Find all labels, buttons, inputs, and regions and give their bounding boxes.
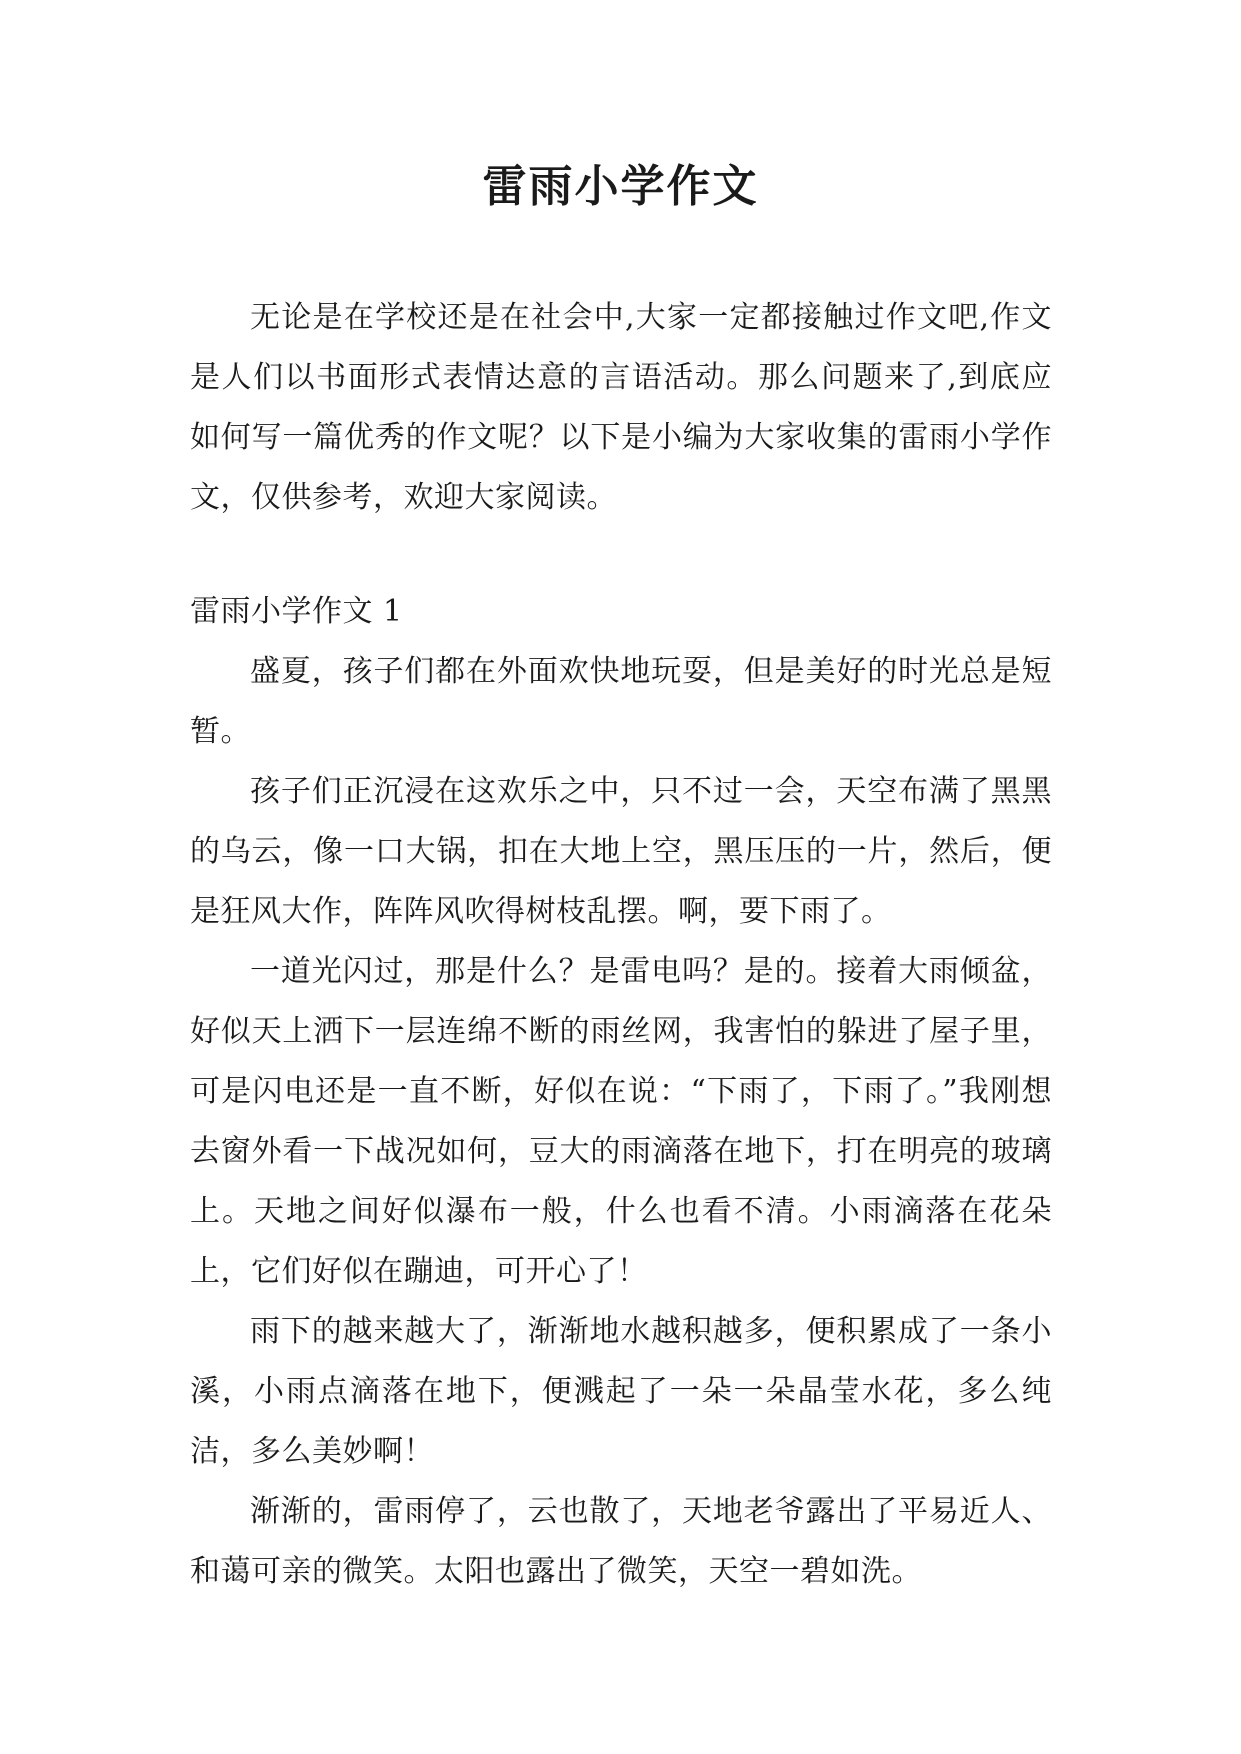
document-title: 雷雨小学作文	[482, 161, 759, 212]
body-paragraph: 盛夏，孩子们都在外面欢快地玩耍，但是美好的时光总是短暂。	[190, 654, 1052, 749]
document-body	[190, 288, 1052, 1602]
body-paragraph: 雨下的越来越大了，渐渐地水越积越多，便积累成了一条小溪，小雨点滴落在地下，便溅起了一朵一朵晶莹水花，多么纯洁，多么美妙啊！	[190, 1314, 1052, 1469]
intro-paragraph: 无论是在学校还是在社会中,大家一定都接触过作文吧,作文是人们以书面形式表情达意的言语活动。那么问题来了,到底应如何写一篇优秀的作文呢？以下是小编为大家收集的雷雨小学作文，仅供参考，欢迎大家阅读。	[190, 300, 1052, 515]
body-paragraph: 一道光闪过，那是什么？是雷电吗？是的。接着大雨倾盆，好似天上洒下一层连绵不断的雨丝网，我害怕的躲进了屋子里，可是闪电还是一直不断，好似在说：“下雨了，下雨了。”我刚想去窗外看一下战况如何，豆大的雨滴落在地下，打在明亮的玻璃上。天地之间好似瀑布一般，什么也看不清。小雨滴落在花朵上，它们好似在蹦迪，可开心了！	[190, 954, 1052, 1289]
body-paragraph: 渐渐的，雷雨停了，云也散了，天地老爷露出了平易近人、和蔼可亲的微笑。太阳也露出了微笑，天空一碧如洗。	[190, 1494, 1052, 1589]
body-paragraph: 孩子们正沉浸在这欢乐之中，只不过一会，天空布满了黑黑的乌云，像一口大锅，扣在大地上空，黑压压的一片，然后，便是狂风大作，阵阵风吹得树枝乱摆。啊，要下雨了。	[190, 774, 1052, 929]
section-heading: 雷雨小学作文 1	[190, 594, 403, 629]
